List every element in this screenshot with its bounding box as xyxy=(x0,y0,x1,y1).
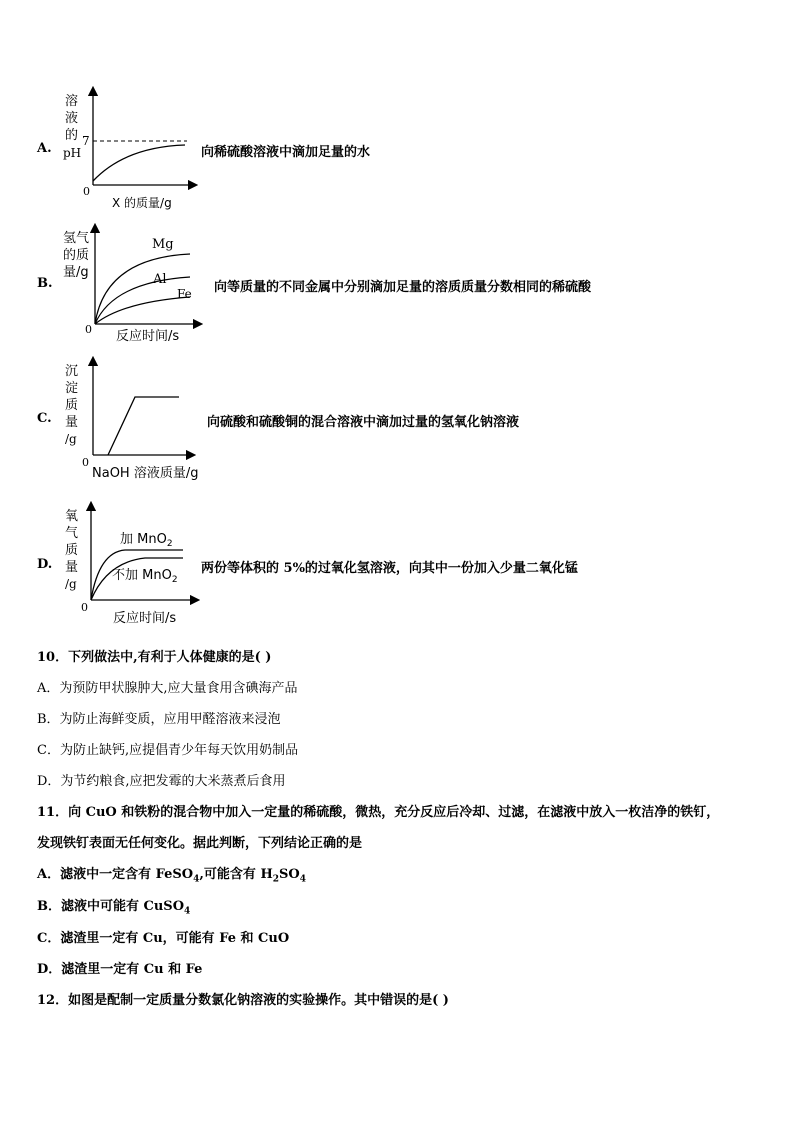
ph-curve xyxy=(93,145,185,181)
q10-choice-c: C．为防止缺钙,应提倡青少年每天饮用奶制品 xyxy=(37,743,299,758)
option-d-description: 两份等体积的 5%的过氧化氢溶液，向其中一份加入少量二氧化锰 xyxy=(201,561,578,576)
al-label: Al xyxy=(153,272,167,287)
mg-curve xyxy=(95,254,190,324)
y-label-line-3: 量/g xyxy=(63,265,89,280)
q11-stem-line-2: 发现铁钉表面无任何变化。据此判断，下列结论正确的是 xyxy=(37,836,363,851)
graph-c xyxy=(55,355,215,485)
y-label-char-1: 溶 xyxy=(65,94,79,109)
q10-stem: 10．下列做法中,有利于人体健康的是( ) xyxy=(37,650,272,665)
graph-d xyxy=(55,500,205,630)
q11-stem-line-1: 11．向 CuO 和铁粉的混合物中加入一定量的稀硫酸，微热，充分反应后冷却、过滤，在滤液中放入一枚洁净的铁钉， xyxy=(37,805,720,820)
y-label-char-3: 质 xyxy=(65,398,79,413)
y-label-line-1: 氢气 xyxy=(63,231,90,246)
x-axis-label: 反应时间/s xyxy=(116,329,180,344)
precipitate-line xyxy=(108,397,179,455)
y-label-char-1: 沉 xyxy=(65,364,79,379)
option-b-description: 向等质量的不同金属中分别滴加足量的溶质质量分数相同的稀硫酸 xyxy=(214,280,592,295)
fe-curve xyxy=(95,297,190,324)
y-label-line-2: 的质 xyxy=(63,248,90,263)
option-b-letter: B. xyxy=(37,276,53,291)
y-label-char-4: 量 xyxy=(65,415,79,430)
q12-stem: 12．如图是配制一定质量分数氯化钠溶液的实验操作。其中错误的是( ) xyxy=(37,993,449,1008)
q11-choice-b: B．滤液中可能有 CuSO$_4$ xyxy=(37,899,191,917)
q11-choice-d: D．滤渣里一定有 Cu 和 Fe xyxy=(37,962,203,977)
y-label-char-4: 量 xyxy=(65,560,79,575)
y-label-unit: pH xyxy=(63,146,82,160)
y-tick-7: 7 xyxy=(82,134,90,148)
q11-choice-c: C．滤渣里一定有 Cu，可能有 Fe 和 CuO xyxy=(37,931,290,946)
with-mno2-label: 加 MnO$_2$ xyxy=(120,532,173,549)
y-label-char-2: 液 xyxy=(65,111,79,126)
option-c-description: 向硫酸和硫酸铜的混合溶液中滴加过量的氢氧化钠溶液 xyxy=(207,415,520,430)
origin-label: 0 xyxy=(83,185,90,198)
y-label-unit: /g xyxy=(65,577,77,591)
y-label-unit: /g xyxy=(65,432,77,446)
origin-label: 0 xyxy=(81,601,88,614)
x-axis-label: NaOH 溶液质量/g xyxy=(92,466,199,481)
q10-choice-a: A．为预防甲状腺肿大,应大量食用含碘海产品 xyxy=(37,681,298,696)
q10-choice-b: B．为防止海鲜变质，应用甲醛溶液来浸泡 xyxy=(37,712,281,727)
y-label-char-2: 淀 xyxy=(65,381,79,396)
y-label-char-3: 的 xyxy=(65,128,79,143)
y-label-char-2: 气 xyxy=(65,526,79,541)
option-d-letter: D. xyxy=(37,557,53,572)
x-axis-label: 反应时间/s xyxy=(113,611,177,626)
x-axis-label: X 的质量/g xyxy=(112,196,172,210)
q11-choice-a: A．滤液中一定含有 FeSO$_4$,可能含有 $H_2SO_4$ xyxy=(37,867,306,885)
option-a-letter: A. xyxy=(37,141,52,156)
origin-label: 0 xyxy=(85,323,92,336)
option-a-description: 向稀硫酸溶液中滴加足量的水 xyxy=(201,145,371,160)
y-label-char-3: 质 xyxy=(65,543,79,558)
fe-label: Fe xyxy=(177,287,192,301)
y-label-char-1: 氧 xyxy=(65,509,79,524)
without-mno2-label: 不加 MnO$_2$ xyxy=(112,568,178,585)
al-curve xyxy=(95,277,190,324)
option-c-letter: C. xyxy=(37,411,52,426)
q10-choice-d: D．为节约粮食,应把发霉的大米蒸煮后食用 xyxy=(37,774,286,789)
graph-b xyxy=(55,220,205,345)
origin-label: 0 xyxy=(82,456,89,469)
graph-a xyxy=(55,85,200,215)
mg-label: Mg xyxy=(152,237,174,252)
